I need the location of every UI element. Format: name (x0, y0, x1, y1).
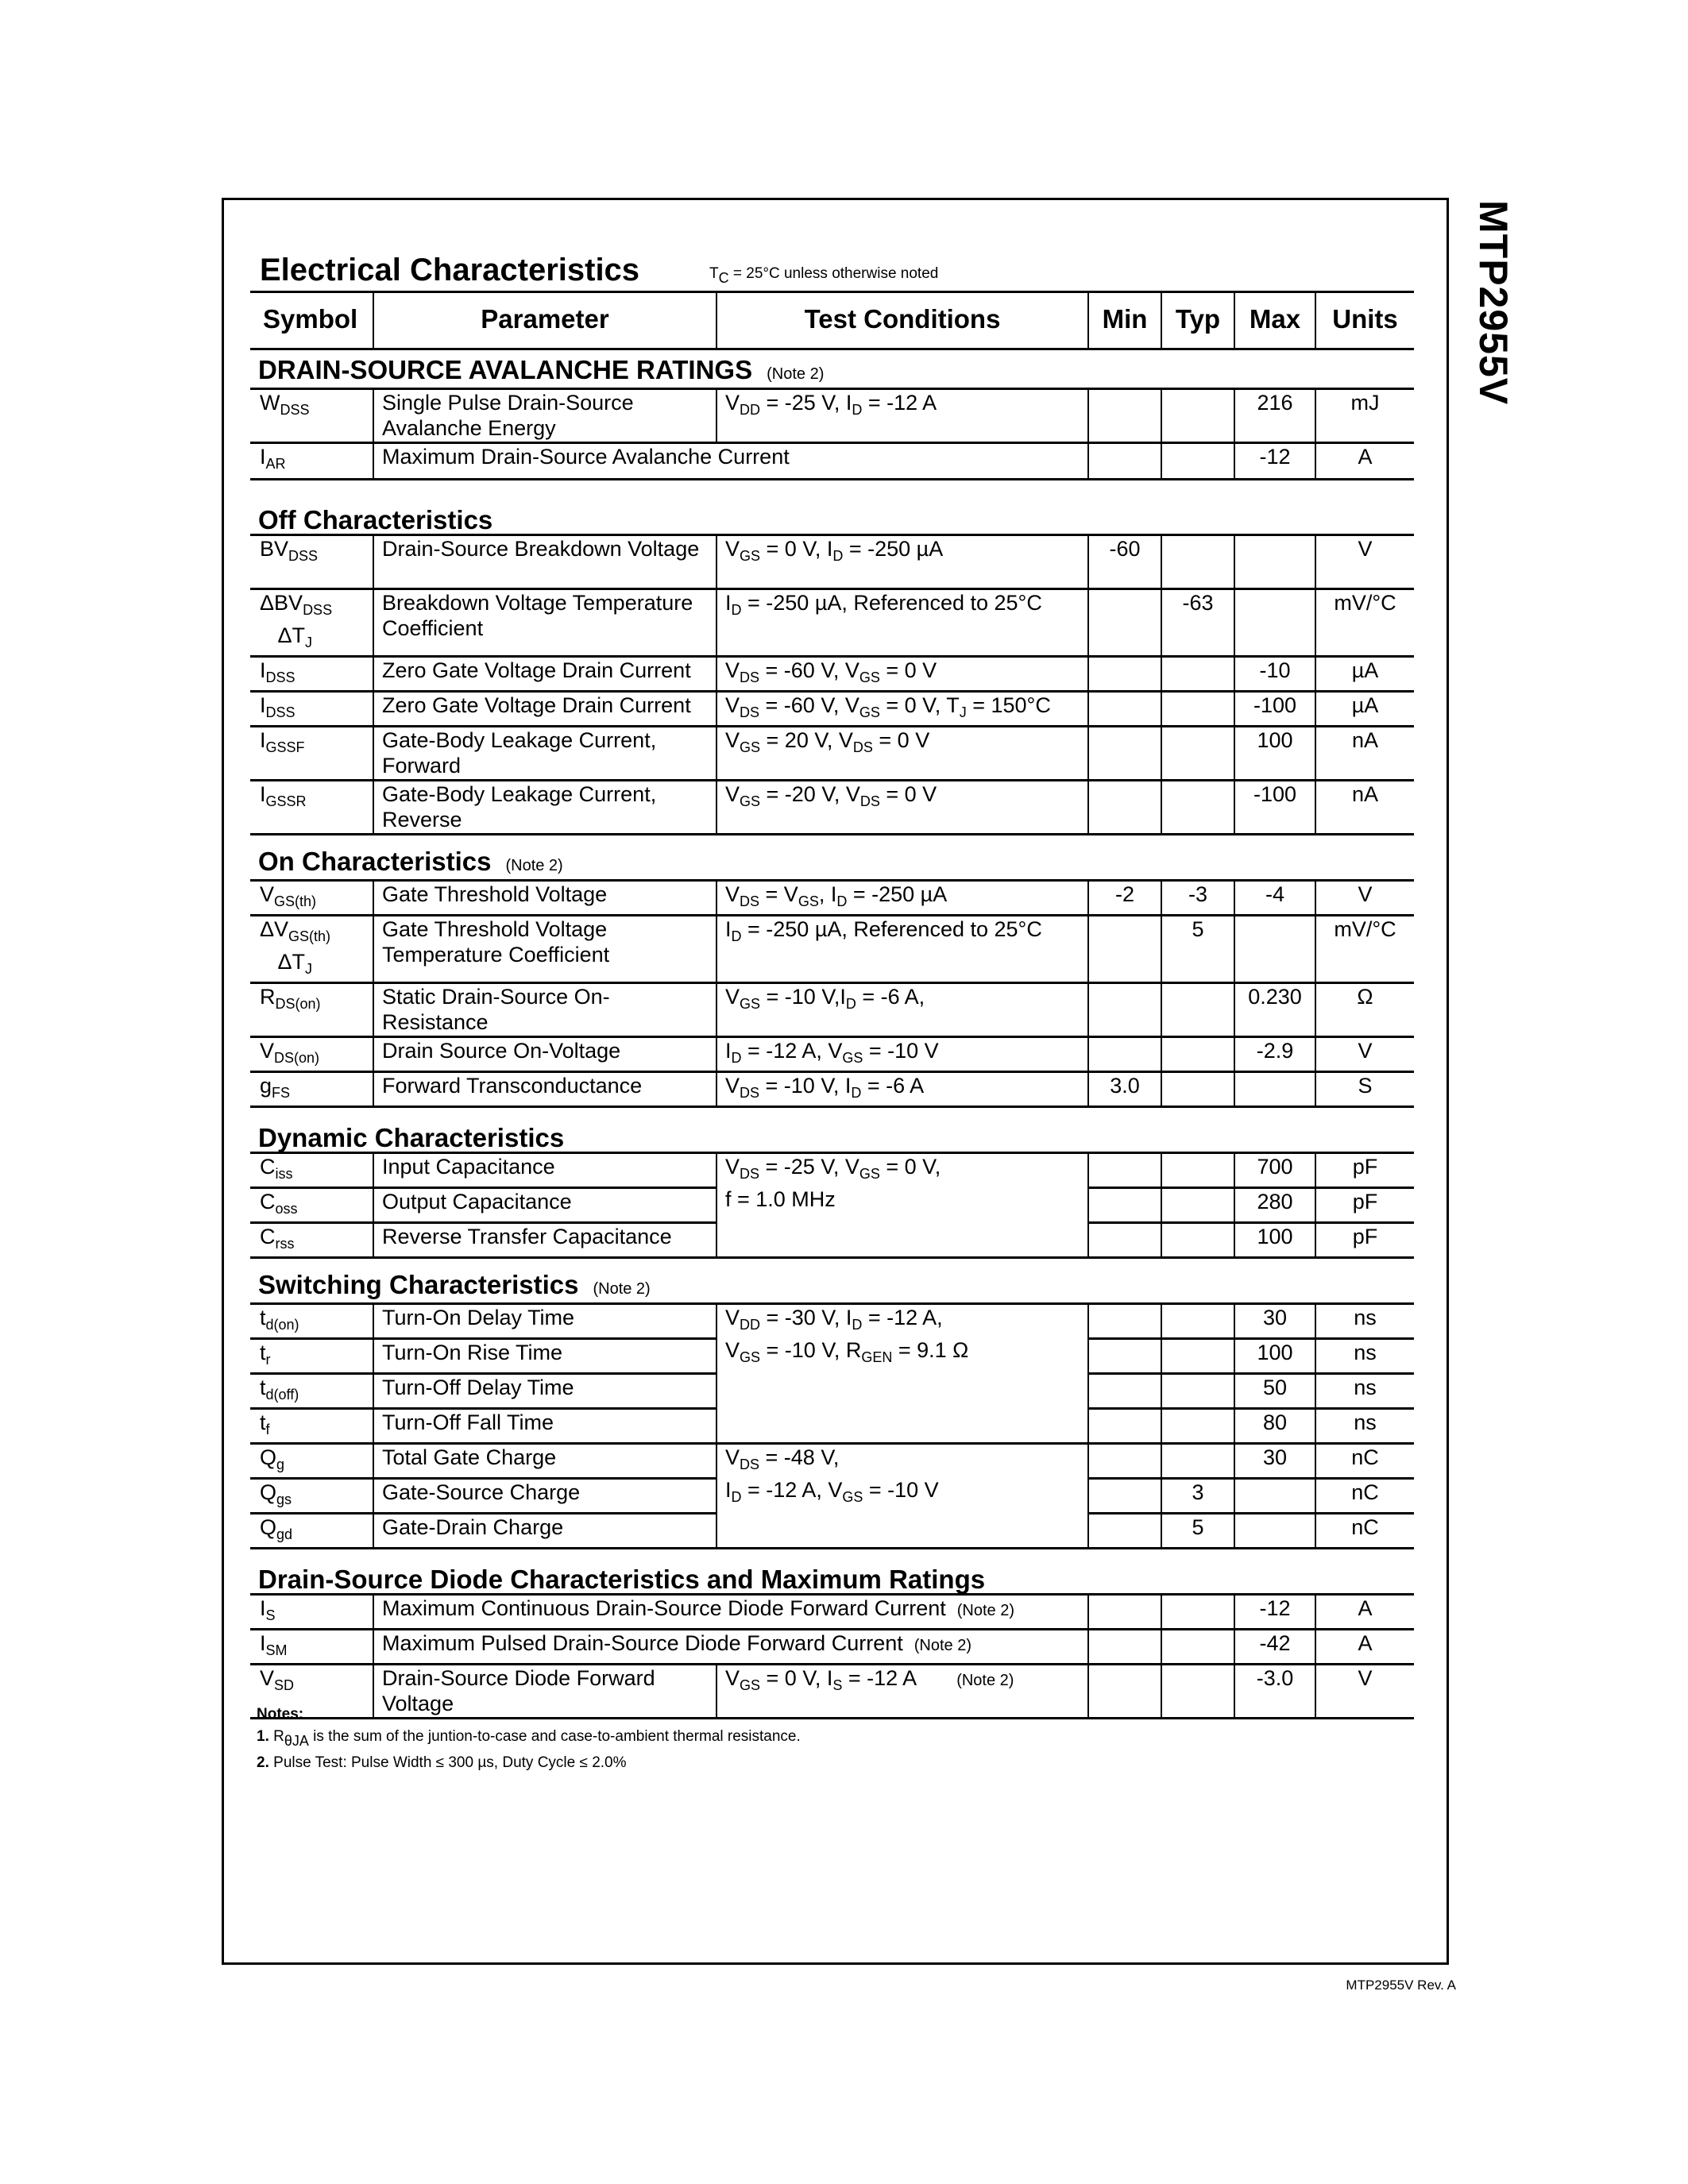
section-title: On Characteristics (Note 2) (250, 835, 1414, 881)
section-header (250, 480, 1414, 535)
test-condition-cell: $V_{DS} = -60$ V, $V_{GS} = 0$ V, $T_J = 150^\circ C$ (717, 692, 1088, 727)
units-cell: nC (1315, 1514, 1414, 1549)
typ-cell (1161, 389, 1234, 443)
section-title: DRAIN-SOURCE AVALANCHE RATINGS (Note 2) (250, 349, 1414, 389)
typ-cell (1161, 1595, 1234, 1630)
symbol-cell: $t_f$ (250, 1409, 373, 1444)
table-row (250, 1444, 1414, 1479)
section-header (250, 1549, 1414, 1595)
parameter-cell: Static Drain-Source On-Resistance (373, 983, 717, 1037)
table-row (250, 1072, 1414, 1107)
units-cell: nC (1315, 1444, 1414, 1479)
symbol-cell: $Q_{gd}$ (250, 1514, 373, 1549)
min-cell: 3.0 (1088, 1072, 1161, 1107)
test-condition-cell: $V_{DS} = -25$ V, $V_{GS} = 0$ V, f = 1.0 MHz (717, 1153, 1088, 1258)
typ-cell: 5 (1161, 1514, 1234, 1549)
typ-cell (1161, 1223, 1234, 1258)
section-header (250, 835, 1414, 881)
test-condition-cell: $V_{DS} = V_{GS}$, $I_D = -250$ µA (717, 881, 1088, 916)
units-cell: V (1315, 1037, 1414, 1072)
test-condition-cell: $V_{GS} = -20$ V, $V_{DS} = 0$ V (717, 781, 1088, 835)
max-cell: 80 (1234, 1409, 1315, 1444)
min-cell (1088, 1479, 1161, 1514)
table-row (250, 443, 1414, 480)
symbol-cell: $Q_{gs}$ (250, 1479, 373, 1514)
max-cell (1234, 589, 1315, 657)
table-row (250, 657, 1414, 692)
symbol-cell: $C_{oss}$ (250, 1188, 373, 1223)
table-body (250, 349, 1414, 1719)
table-row (250, 916, 1414, 983)
min-cell (1088, 1514, 1161, 1549)
symbol-cell: $g_{FS}$ (250, 1072, 373, 1107)
note-1: 1. $R_{\theta JA}$ is the sum of the juntion-to-case and case-to-ambient thermal resistance. (257, 1728, 801, 1749)
header-test-conditions: Test Conditions (717, 291, 1088, 349)
symbol-cell: $C_{iss}$ (250, 1153, 373, 1188)
min-cell (1088, 1595, 1161, 1630)
units-cell: pF (1315, 1188, 1414, 1223)
units-cell: ns (1315, 1409, 1414, 1444)
parameter-cell: Output Capacitance (373, 1188, 717, 1223)
typ-cell: 5 (1161, 916, 1234, 983)
symbol-cell: $V_{SD}$ (250, 1665, 373, 1719)
symbol-cell: $I_{GSSR}$ (250, 781, 373, 835)
min-cell: -60 (1088, 535, 1161, 589)
min-cell (1088, 1223, 1161, 1258)
section-header (250, 1258, 1414, 1304)
typ-cell (1161, 1188, 1234, 1223)
symbol-cell: $V_{GS(th)}$ (250, 881, 373, 916)
test-condition-cell: $I_D = -250$ µA, Referenced to 25°C (717, 589, 1088, 657)
test-condition-cell: $V_{GS} = 0$ V, $I_S = -12$ A (Note 2) (717, 1665, 1088, 1719)
min-cell (1088, 1188, 1161, 1223)
parameter-cell: Zero Gate Voltage Drain Current (373, 657, 717, 692)
table-row (250, 692, 1414, 727)
symbol-cell: $I_{SM}$ (250, 1630, 373, 1665)
units-cell: ns (1315, 1339, 1414, 1374)
symbol-cell: $I_{DSS}$ (250, 657, 373, 692)
typ-cell (1161, 535, 1234, 589)
symbol-cell: $V_{DS(on)}$ (250, 1037, 373, 1072)
header-units: Units (1315, 291, 1414, 349)
parameter-cell: Gate-Drain Charge (373, 1514, 717, 1549)
title-row (250, 253, 1414, 293)
units-cell: V (1315, 1665, 1414, 1719)
typ-cell (1161, 983, 1234, 1037)
min-cell (1088, 1037, 1161, 1072)
typ-cell (1161, 1037, 1234, 1072)
min-cell (1088, 1304, 1161, 1339)
max-cell: 50 (1234, 1374, 1315, 1409)
header-parameter: Parameter (373, 291, 717, 349)
typ-cell (1161, 727, 1234, 781)
max-cell: 280 (1234, 1188, 1315, 1223)
units-cell: V (1315, 881, 1414, 916)
header-typ: Typ (1161, 291, 1234, 349)
notes (257, 1704, 801, 1774)
parameter-cell: Gate-Source Charge (373, 1479, 717, 1514)
symbol-cell: $BV_{DSS}$ (250, 535, 373, 589)
max-cell: -100 (1234, 692, 1315, 727)
test-condition-cell: $I_D = -250$ µA, Referenced to 25°C (717, 916, 1088, 983)
min-cell (1088, 1153, 1161, 1188)
parameter-cell: Gate-Body Leakage Current, Reverse (373, 781, 717, 835)
typ-cell: -3 (1161, 881, 1234, 916)
units-cell: mV/°C (1315, 589, 1414, 657)
typ-cell (1161, 657, 1234, 692)
units-cell: A (1315, 1595, 1414, 1630)
min-cell (1088, 1444, 1161, 1479)
typ-cell (1161, 1304, 1234, 1339)
test-condition-cell: $V_{DD} = -25$ V, $I_D = -12$ A (717, 389, 1088, 443)
units-cell: nC (1315, 1479, 1414, 1514)
note-1-text: $R_{\theta JA}$ is the sum of the juntion-to-case and case-to-ambient thermal resistance. (273, 1728, 801, 1749)
test-condition-cell: $V_{DS} = -10$ V, $I_D = -6$ A (717, 1072, 1088, 1107)
units-cell: A (1315, 443, 1414, 480)
section-title: Switching Characteristics (Note 2) (250, 1258, 1414, 1304)
table-row (250, 881, 1414, 916)
section-header (250, 1107, 1414, 1153)
units-cell: ns (1315, 1374, 1414, 1409)
typ-cell (1161, 692, 1234, 727)
parameter-cell: Drain-Source Breakdown Voltage (373, 535, 717, 589)
units-cell: V (1315, 535, 1414, 589)
symbol-cell: $I_{GSSF}$ (250, 727, 373, 781)
test-condition-cell: $I_D = -12$ A, $V_{GS} = -10$ V (717, 1037, 1088, 1072)
typ-cell (1161, 443, 1234, 480)
units-cell: Ω (1315, 983, 1414, 1037)
symbol-cell: $\Delta BV_{DSS}$ $\Delta T_J$ (250, 589, 373, 657)
table-row (250, 535, 1414, 589)
max-cell: -100 (1234, 781, 1315, 835)
max-cell: 100 (1234, 1223, 1315, 1258)
units-cell: nA (1315, 781, 1414, 835)
max-cell: 30 (1234, 1444, 1315, 1479)
test-condition-cell: $V_{GS} = 20$ V, $V_{DS} = 0$ V (717, 727, 1088, 781)
min-cell (1088, 1665, 1161, 1719)
parameter-cell: Turn-Off Delay Time (373, 1374, 717, 1409)
parameter-cell: Reverse Transfer Capacitance (373, 1223, 717, 1258)
typ-cell (1161, 1409, 1234, 1444)
max-cell: 100 (1234, 1339, 1315, 1374)
table-row (250, 727, 1414, 781)
min-cell (1088, 443, 1161, 480)
section-title: Drain-Source Diode Characteristics and Maximum Ratings (250, 1549, 1414, 1595)
typ-cell (1161, 1339, 1234, 1374)
parameter-cell: Total Gate Charge (373, 1444, 717, 1479)
min-cell (1088, 389, 1161, 443)
table-row (250, 983, 1414, 1037)
test-condition-cell: $V_{DD} = -30$ V, $I_D = -12$ A, $V_{GS} = -10$ V, $R_{GEN} = 9.1$ Ω (717, 1304, 1088, 1444)
max-cell: -12 (1234, 443, 1315, 480)
symbol-cell: $\Delta V_{GS(th)}$ $\Delta T_J$ (250, 916, 373, 983)
min-cell (1088, 983, 1161, 1037)
units-cell: mV/°C (1315, 916, 1414, 983)
units-cell: A (1315, 1630, 1414, 1665)
max-cell: 100 (1234, 727, 1315, 781)
max-cell: 700 (1234, 1153, 1315, 1188)
units-cell: µA (1315, 657, 1414, 692)
table-row (250, 1037, 1414, 1072)
min-cell (1088, 1374, 1161, 1409)
symbol-cell: $I_{DSS}$ (250, 692, 373, 727)
parameter-cell: Turn-On Rise Time (373, 1339, 717, 1374)
max-cell: -2.9 (1234, 1037, 1315, 1072)
min-cell (1088, 1409, 1161, 1444)
section-header (250, 349, 1414, 389)
section-title: Dynamic Characteristics (250, 1107, 1414, 1153)
typ-cell (1161, 1374, 1234, 1409)
typ-cell (1161, 1630, 1234, 1665)
units-cell: µA (1315, 692, 1414, 727)
typ-cell (1161, 781, 1234, 835)
parameter-cell: Breakdown Voltage Temperature Coefficient (373, 589, 717, 657)
parameter-cell: Zero Gate Voltage Drain Current (373, 692, 717, 727)
electrical-characteristics-table (250, 291, 1414, 1719)
notes-heading: Notes: (257, 1706, 304, 1723)
symbol-cell: $R_{DS(on)}$ (250, 983, 373, 1037)
test-condition-cell: $V_{GS} = -10$ $V,I_D = -6$ A, (717, 983, 1088, 1037)
typ-cell: 3 (1161, 1479, 1234, 1514)
min-cell: -2 (1088, 881, 1161, 916)
max-cell (1234, 1072, 1315, 1107)
parameter-cell: Maximum Drain-Source Avalanche Current (373, 443, 1088, 480)
parameter-cell: Maximum Continuous Drain-Source Diode Forward Current (Note 2) (373, 1595, 1088, 1630)
parameter-cell: Turn-On Delay Time (373, 1304, 717, 1339)
max-cell: -12 (1234, 1595, 1315, 1630)
test-condition-cell: $V_{DS} = -48$ V, $I_D = -12$ A, $V_{GS} = -10$ V (717, 1444, 1088, 1549)
symbol-cell: $Q_g$ (250, 1444, 373, 1479)
max-cell: -10 (1234, 657, 1315, 692)
header-min: Min (1088, 291, 1161, 349)
max-cell (1234, 1479, 1315, 1514)
header-symbol: Symbol (250, 291, 373, 349)
parameter-cell: Forward Transconductance (373, 1072, 717, 1107)
units-cell: pF (1315, 1153, 1414, 1188)
table-row (250, 1630, 1414, 1665)
parameter-cell: Maximum Pulsed Drain-Source Diode Forward Current (Note 2) (373, 1630, 1088, 1665)
min-cell (1088, 657, 1161, 692)
max-cell (1234, 916, 1315, 983)
typ-cell (1161, 1665, 1234, 1719)
min-cell (1088, 916, 1161, 983)
min-cell (1088, 1630, 1161, 1665)
parameter-cell: Gate Threshold Voltage (373, 881, 717, 916)
footer-revision: MTP2955V Rev. A (1346, 1978, 1456, 1993)
table-row (250, 589, 1414, 657)
min-cell (1088, 727, 1161, 781)
table-row (250, 1304, 1414, 1339)
symbol-cell: $W_{DSS}$ (250, 389, 373, 443)
test-condition-cell: $V_{GS} = 0$ V, $I_D = -250$ µA (717, 535, 1088, 589)
table-row (250, 1595, 1414, 1630)
symbol-cell: $t_{d(off)}$ (250, 1374, 373, 1409)
parameter-cell: Single Pulse Drain-Source Avalanche Energy (373, 389, 717, 443)
typ-cell (1161, 1153, 1234, 1188)
typ-cell (1161, 1444, 1234, 1479)
units-cell: nA (1315, 727, 1414, 781)
max-cell: -42 (1234, 1630, 1315, 1665)
max-cell (1234, 1514, 1315, 1549)
units-cell: ns (1315, 1304, 1414, 1339)
table-row (250, 1153, 1414, 1188)
symbol-cell: $I_{AR}$ (250, 443, 373, 480)
test-condition-note: $T_C = 25^\circ C$ unless otherwise noted (709, 265, 939, 286)
section-title: Electrical Characteristics (260, 253, 640, 287)
max-cell: 30 (1234, 1304, 1315, 1339)
header-max: Max (1234, 291, 1315, 349)
note-2-text: Pulse Test: Pulse Width ≤ 300 µs, Duty Cycle ≤ 2.0% (273, 1754, 627, 1771)
min-cell (1088, 781, 1161, 835)
part-number-vertical: MTP2955V (1471, 200, 1516, 406)
symbol-cell: $t_r$ (250, 1339, 373, 1374)
max-cell: 216 (1234, 389, 1315, 443)
parameter-cell: Input Capacitance (373, 1153, 717, 1188)
table-row (250, 389, 1414, 443)
units-cell: S (1315, 1072, 1414, 1107)
typ-cell: -63 (1161, 589, 1234, 657)
min-cell (1088, 1339, 1161, 1374)
typ-cell (1161, 1072, 1234, 1107)
table-row (250, 781, 1414, 835)
symbol-cell: $C_{rss}$ (250, 1223, 373, 1258)
parameter-cell: Drain Source On-Voltage (373, 1037, 717, 1072)
parameter-cell: Turn-Off Fall Time (373, 1409, 717, 1444)
section-title: Off Characteristics (250, 480, 1414, 535)
note-2: 2. Pulse Test: Pulse Width ≤ 300 µs, Duty Cycle ≤ 2.0% (257, 1754, 627, 1771)
test-condition-cell: $V_{DS} = -60$ V, $V_{GS} = 0$ V (717, 657, 1088, 692)
min-cell (1088, 692, 1161, 727)
max-cell: -3.0 (1234, 1665, 1315, 1719)
max-cell (1234, 535, 1315, 589)
symbol-cell: $I_S$ (250, 1595, 373, 1630)
parameter-cell: Gate-Body Leakage Current, Forward (373, 727, 717, 781)
header-row (250, 291, 1414, 349)
symbol-cell: $t_{d(on)}$ (250, 1304, 373, 1339)
parameter-cell: Drain-Source Diode Forward Voltage (373, 1665, 717, 1719)
units-cell: mJ (1315, 389, 1414, 443)
max-cell: 0.230 (1234, 983, 1315, 1037)
parameter-cell: Gate Threshold Voltage Temperature Coefficient (373, 916, 717, 983)
max-cell: -4 (1234, 881, 1315, 916)
units-cell: pF (1315, 1223, 1414, 1258)
min-cell (1088, 589, 1161, 657)
